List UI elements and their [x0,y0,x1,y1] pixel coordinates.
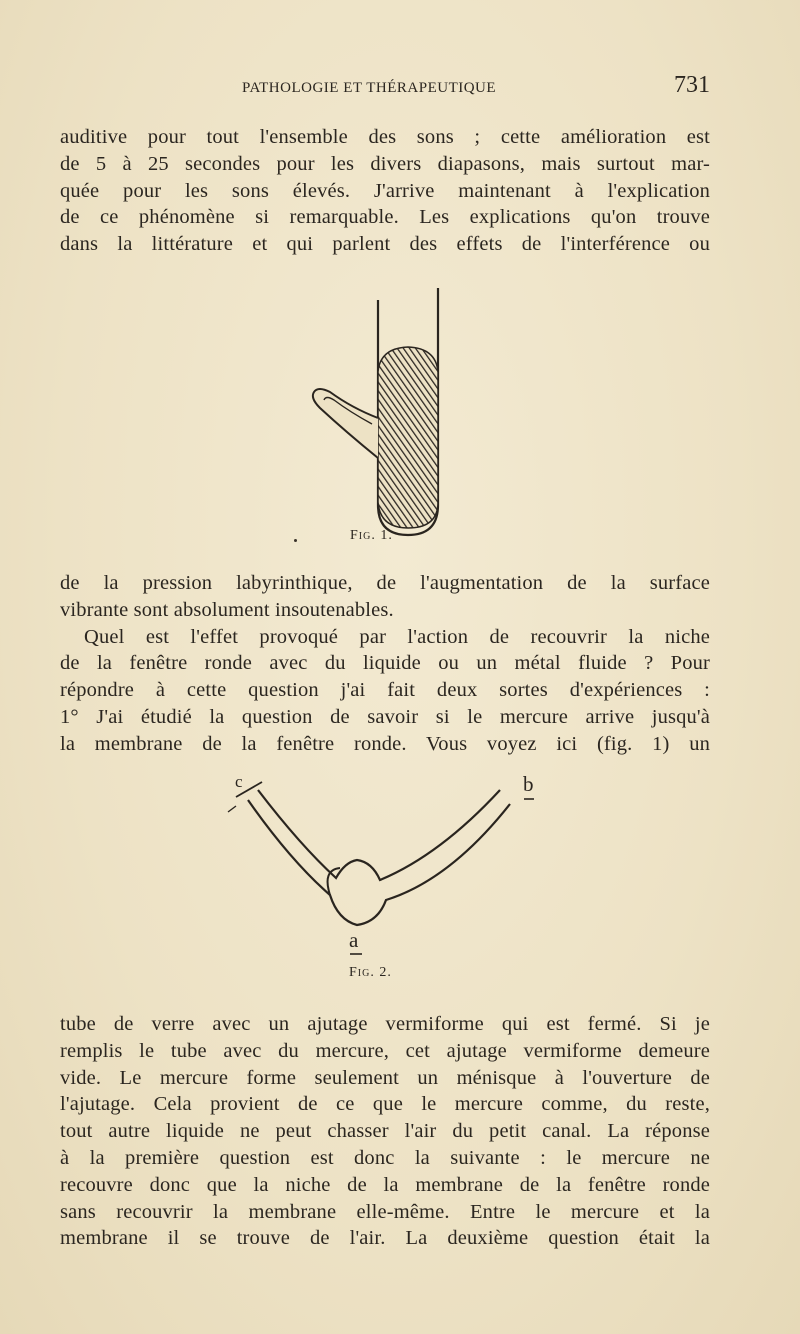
text-line: vibrante sont absolument insoutenables. [60,598,394,621]
text-line: répondre à cette question j'ai fait deux sortes d'expériences : [60,679,710,702]
text-line: vide. Le mercure forme seulement un ménisque à l'ouverture de [60,1066,710,1089]
text-line: recouvre donc que la niche de la membrane de la fenêtre ronde [60,1173,710,1196]
text-line: la membrane de la fenêtre ronde. Vous voyez ici (fig. 1) un [60,732,710,755]
text-line: tout autre liquide ne peut chasser l'air du petit canal. La réponse [60,1120,710,1143]
text-line: de 5 à 25 secondes pour les divers diapasons, mais surtout mar- [60,152,710,175]
text-line: de la fenêtre ronde avec du liquide ou un métal fluide ? Pour [60,652,710,675]
text-line: tube de verre avec un ajutage vermiforme qui est fermé. Si je [60,1013,710,1035]
text-line: dans la littérature et qui parlent des effets de l'interférence ou [60,233,710,256]
text-line: 1° J'ai étudié la question de savoir si le mercure arrive jusqu'à [60,705,710,728]
text-line: l'ajutage. Cela provient de ce que le mercure comme, du reste, [60,1093,710,1116]
text-line: remplis le tube avec du mercure, cet ajutage vermiforme demeure [60,1039,710,1062]
page-number: 731 [674,72,710,98]
text-line: Quel est l'effet provoqué par l'action de recouvrir la niche [84,625,710,648]
text-line: auditive pour tout l'ensemble des sons ; cette amélioration est [60,126,710,148]
text-line: sans recouvrir la membrane elle-même. Entre le mercure et la [60,1200,710,1223]
text-line: de la pression labyrinthique, de l'augmentation de la surface [60,572,710,594]
figure-2-label-a: a [349,928,359,952]
text-line: membrane il se trouve de l'air. La deuxième question était la [60,1227,710,1250]
text-line: de ce phénomène si remarquable. Les explications qu'on trouve [60,206,710,229]
figure-2-label-c: c [235,772,243,791]
figure-1-caption: Fig. 1. [350,528,393,543]
figure-2-label-b: b [523,772,534,796]
figure-2-caption: Fig. 2. [349,965,392,980]
text-line: à la première question est donc la suivante : le mercure ne [60,1146,710,1169]
running-head: PATHOLOGIE ET THÉRAPEUTIQUE [242,80,497,96]
paragraph-block-3 [60,1011,710,1252]
text-line: quée pour les sons élevés. J'arrive maintenant à l'explication [60,179,710,202]
